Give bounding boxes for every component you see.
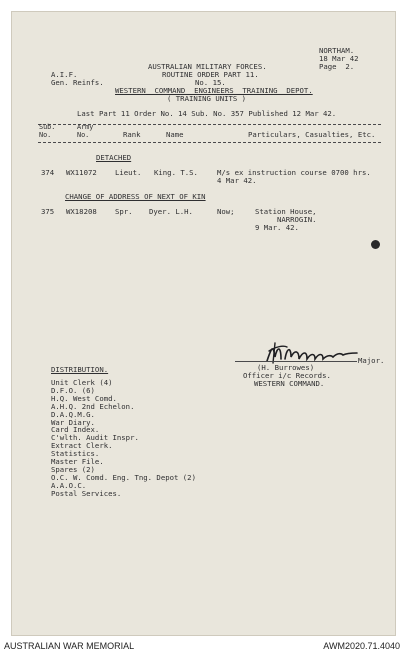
- distribution-item: Extract Clerk.: [51, 441, 113, 451]
- entry2-name: Dyer. L.H.: [149, 207, 193, 216]
- entry1-sub: 374: [41, 168, 55, 177]
- entry2-army: WX18208: [66, 207, 97, 216]
- entry1-particulars: M/s ex instruction course 0700 hrs. 4 Mar 42.: [217, 168, 371, 185]
- signature-line: [235, 361, 357, 362]
- col-rank: Rank: [123, 130, 141, 139]
- entry1-name: King. T.S.: [154, 168, 198, 177]
- entry2-rank: Spr.: [115, 207, 133, 216]
- distribution-item: A.A.O.C.: [51, 480, 87, 490]
- org-gen-reinfs: Gen. Reinfs.: [51, 78, 104, 87]
- entry2-sub: 375: [41, 207, 55, 216]
- title-training-units: ( TRAINING UNITS ): [167, 94, 247, 103]
- entry1-rank: Lieut.: [115, 168, 142, 177]
- distribution-item: C'wlth. Audit Inspr.: [51, 433, 139, 443]
- signatory-name: (H. Burrowes): [257, 363, 315, 372]
- punch-hole: [371, 240, 380, 249]
- distribution-item: Card Index.: [51, 425, 100, 435]
- col-name: Name: [166, 130, 184, 139]
- col-particulars: Particulars, Casualties, Etc.: [248, 130, 376, 139]
- distribution-heading: DISTRIBUTION.: [51, 365, 109, 374]
- distribution-item: Spares (2): [51, 464, 95, 474]
- distribution-item: Postal Services.: [51, 488, 122, 498]
- distribution-item: O.C. W. Comd. Eng. Tng. Depot (2): [51, 472, 196, 482]
- distribution-item: Unit Clerk (4): [51, 378, 113, 387]
- location: NORTHAM.: [319, 46, 355, 55]
- title-forces: AUSTRALIAN MILITARY FORCES.: [148, 62, 267, 71]
- org-aif: A.I.F.: [51, 70, 78, 79]
- title-number: No. 15.: [195, 78, 226, 87]
- signatory-command: WESTERN COMMAND.: [254, 379, 325, 388]
- distribution-item: A.H.Q. 2nd Echelon.: [51, 401, 135, 411]
- section-change-address: CHANGE OF ADDRESS OF NEXT OF KIN: [65, 192, 206, 201]
- footer-institution: AUSTRALIAN WAR MEMORIAL: [4, 641, 135, 651]
- signatory-rank: Major.: [358, 356, 385, 365]
- signatory-role: Officer i/c Records.: [243, 371, 331, 380]
- footer-accession-number: AWM2020.71.4040: [323, 641, 400, 651]
- page-number: Page 2.: [319, 62, 355, 71]
- footer-bar: [0, 639, 406, 653]
- distribution-item: D.F.O. (6): [51, 385, 95, 395]
- distribution-item: H.Q. West Comd.: [51, 393, 117, 403]
- distribution-item: War Diary.: [51, 417, 95, 427]
- distribution-item: D.A.Q.M.G.: [51, 409, 95, 419]
- order-date: 18 Mar 42: [319, 54, 359, 63]
- entry1-army: WX11072: [66, 168, 97, 177]
- section-detached: DETACHED: [96, 153, 132, 162]
- last-order-line: Last Part 11 Order No. 14 Sub. No. 357 Published 12 Mar 42.: [77, 109, 337, 118]
- title-routine-order: ROUTINE ORDER PART 11.: [162, 70, 259, 79]
- distribution-item: Statistics.: [51, 449, 100, 459]
- col-army-no: Army No.: [77, 123, 94, 139]
- document-page: [11, 11, 396, 636]
- title-depot: WESTERN COMMAND ENGINEERS TRAINING DEPOT.: [115, 86, 313, 95]
- distribution-item: Master File.: [51, 457, 104, 466]
- rule-header: [38, 142, 381, 143]
- entry2-now: Now;: [217, 207, 235, 216]
- col-sub-no: Sub. No.: [39, 123, 56, 139]
- entry2-particulars: Station House, NARROGIN. 9 Mar. 42.: [255, 207, 317, 232]
